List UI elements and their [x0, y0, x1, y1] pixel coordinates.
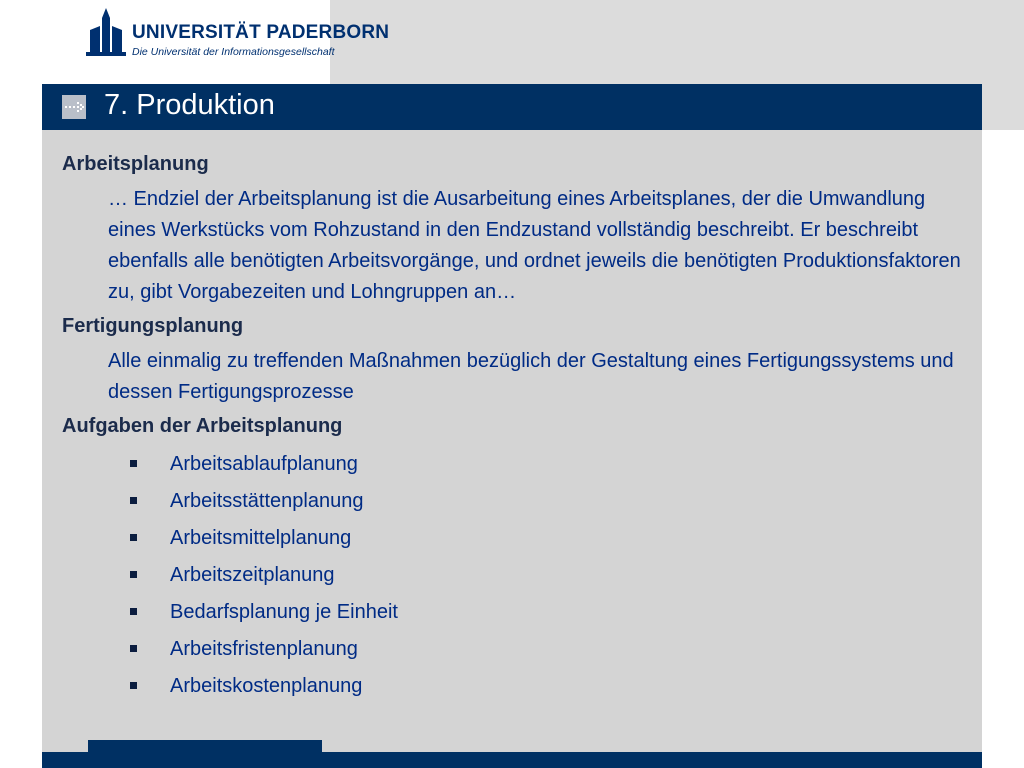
list-item-label: Arbeitszeitplanung [170, 564, 335, 586]
university-logo[interactable] [86, 8, 390, 72]
list-item [62, 520, 962, 557]
arrow-right-dotted-icon [62, 95, 86, 119]
slide-body [62, 150, 962, 705]
aufgaben-list [62, 446, 962, 705]
list-item [62, 668, 962, 705]
university-logo-mark-icon [86, 8, 126, 56]
slide-title-bar [42, 84, 982, 130]
square-bullet-icon [130, 645, 137, 652]
right-margin [982, 130, 1024, 768]
list-item [62, 594, 962, 631]
list-item-label: Arbeitsstättenplanung [170, 490, 364, 512]
university-tagline: Die Universität der Informationsgesellschaft [132, 46, 335, 58]
section-text-fertigungsplanung: Alle einmalig zu treffenden Maßnahmen bezüglich der Gestaltung eines Fertigungssystems und dessen Fertigungsprozesse [108, 350, 954, 403]
square-bullet-icon [130, 608, 137, 615]
footer-bar [42, 752, 982, 768]
square-bullet-icon [130, 460, 137, 467]
list-item-label: Arbeitskostenplanung [170, 675, 363, 697]
list-item-label: Arbeitsfristenplanung [170, 638, 358, 660]
list-item-label: Arbeitsmittelplanung [170, 527, 352, 549]
square-bullet-icon [130, 682, 137, 689]
section-heading-arbeitsplanung: Arbeitsplanung [62, 153, 209, 175]
university-name: UNIVERSITÄT PADERBORN [132, 22, 390, 43]
list-item [62, 631, 962, 668]
slide-content [42, 130, 982, 752]
list-item-label: Bedarfsplanung je Einheit [170, 601, 398, 623]
square-bullet-icon [130, 571, 137, 578]
list-item-label: Arbeitsablaufplanung [170, 453, 358, 475]
square-bullet-icon [130, 497, 137, 504]
square-bullet-icon [130, 534, 137, 541]
list-item [62, 483, 962, 520]
section-text-arbeitsplanung: … Endziel der Arbeitsplanung ist die Ausarbeitung eines Arbeitsplanes, der die Umwandlung eines Werkstücks vom Rohzustand in den Endzustand vollständig beschreibt. Er beschreibt ebenfalls alle benötigten Arbeitsvorgänge, und ordnet jeweils die benötigten Produktionsfaktoren zu, gibt Vorgabezeiten und Lohngruppen an… [108, 188, 961, 303]
list-item [62, 446, 962, 483]
list-item [62, 557, 962, 594]
section-heading-aufgaben: Aufgaben der Arbeitsplanung [62, 415, 343, 437]
section-heading-fertigungsplanung: Fertigungsplanung [62, 315, 244, 337]
slide-title: 7. Produktion [104, 89, 275, 121]
